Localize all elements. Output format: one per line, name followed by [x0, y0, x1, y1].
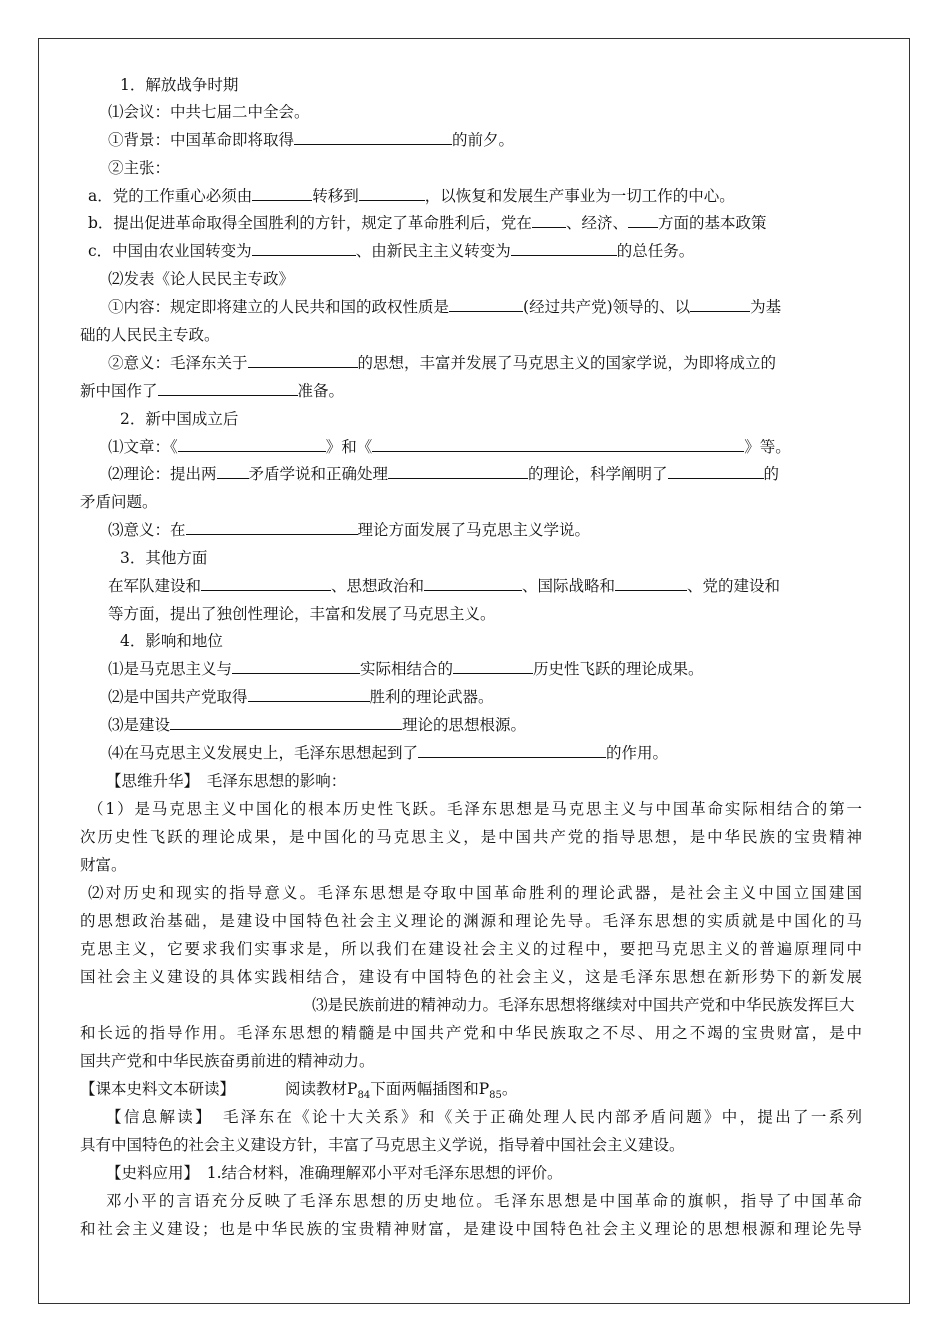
line-proposal-a: a．党的工作重心必须由 转移到 ，以恢复和发展生产事业为一切工作的中心。 — [88, 187, 735, 205]
blank[interactable] — [186, 519, 358, 535]
blank[interactable] — [170, 714, 402, 730]
line-proposal: ②主张： — [108, 159, 171, 177]
line-influence-3: ⑶是建设 理论的思想根源。 — [108, 716, 527, 734]
blank[interactable] — [217, 463, 249, 479]
line-background: ①背景：中国革命即将取得 的前夕。 — [108, 131, 515, 149]
line-influence-4: ⑷在马克思主义发展史上，毛泽东思想起到了 的作用。 — [108, 744, 669, 762]
para-line: 次历史性飞跃的理论成果，是中国化的马克思主义，是中国共产党的指导思想，是中华民族的宝贵精神 — [80, 828, 864, 846]
line-proposal-c: c．中国由农业国转变为 、由新民主主义转变为 的总任务。 — [88, 242, 695, 260]
line-significance-cont: 新中国作了 准备。 — [80, 382, 345, 400]
blank[interactable] — [690, 296, 750, 312]
blank[interactable] — [178, 436, 326, 452]
section-textbook-reading: 【课本史料文本研读】 阅读教材$P_{84}$下面两幅插图和$P_{85}$。 — [80, 1080, 518, 1102]
section-material-application: 【史料应用】 1.结合材料，准确理解邓小平对毛泽东思想的评价。 — [106, 1164, 563, 1182]
section-info-interpretation: 【信息解读】 毛泽东在《论十大关系》和《关于正确处理人民内部矛盾问题》中，提出了一系列 — [106, 1108, 865, 1126]
para-line: 国共产党和中华民族奋勇前进的精神动力。 — [80, 1052, 375, 1070]
line-other-cont: 等方面，提出了独创性理论，丰富和发展了马克思主义。 — [108, 605, 496, 623]
blank[interactable] — [248, 352, 358, 368]
line-other: 在军队建设和 、思想政治和 、国际战略和 、党的建设和 — [108, 577, 781, 595]
blank[interactable] — [158, 380, 298, 396]
line-content-cont: 础的人民民主专政。 — [80, 326, 220, 344]
blank[interactable] — [372, 436, 744, 452]
blank[interactable] — [453, 658, 533, 674]
line-theory-significance: ⑶意义：在 理论方面发展了马克思主义学说。 — [108, 521, 591, 539]
line-influence-2: ⑵是中国共产党取得 胜利的理论武器。 — [108, 688, 494, 706]
blank[interactable] — [628, 212, 658, 228]
blank[interactable] — [248, 686, 370, 702]
blank[interactable] — [532, 212, 566, 228]
heading-liberation-war: 1．解放战争时期 — [120, 76, 239, 94]
line-articles: ⑴文章：《 》和《 》等。 — [108, 438, 791, 456]
para-line: 邓小平的言语充分反映了毛泽东思想的历史地位。毛泽东思想是中国革命的旗帜，指导了中国革命 — [106, 1192, 865, 1210]
blank[interactable] — [668, 463, 764, 479]
blank[interactable] — [252, 240, 356, 256]
para-line: 克思主义，它要求我们实事求是，所以我们在建设社会主义的过程中，要把马克思主义的普遍原理同中 — [80, 940, 864, 958]
line-theory-cont: 矛盾问题。 — [80, 493, 158, 511]
blank[interactable] — [449, 296, 523, 312]
line-content: ①内容：规定即将建立的人民共和国的政权性质是 (经过共产党)领导的、以 为基 — [108, 298, 782, 316]
section-sublimation: 【思维升华】 毛泽东思想的影响： — [106, 772, 347, 790]
blank[interactable] — [418, 742, 606, 758]
blank[interactable] — [511, 240, 617, 256]
blank[interactable] — [201, 575, 331, 591]
heading-after-founding: 2．新中国成立后 — [120, 410, 239, 428]
line-theory: ⑵理论：提出两 矛盾学说和正确处理 的理论，科学阐明了 的 — [108, 465, 780, 483]
blank[interactable] — [615, 575, 687, 591]
blank[interactable] — [359, 185, 425, 201]
para-line: 财富。 — [80, 856, 127, 874]
blank[interactable] — [252, 185, 312, 201]
line-influence-1: ⑴是马克思主义与 实际相结合的 历史性飞跃的理论成果。 — [108, 660, 704, 678]
blank[interactable] — [294, 129, 452, 145]
para-line: 具有中国特色的社会主义建设方针，丰富了马克思主义学说，指导着中国社会主义建设。 — [80, 1136, 685, 1154]
blank[interactable] — [388, 463, 528, 479]
heading-influence: 4．影响和地位 — [120, 632, 223, 650]
para-line: 和社会主义建设；也是中华民族的宝贵精神财富，是建设中国特色社会主义理论的思想根源和理论先导 — [80, 1220, 864, 1238]
line-proposal-b: b．提出促进革命取得全国胜利的方针，规定了革命胜利后，党在 、经济、 方面的基本政策 — [88, 214, 767, 232]
line-significance: ②意义：毛泽东关于 的思想，丰富并发展了马克思主义的国家学说，为即将成立的 — [108, 354, 777, 372]
line-publication: ⑵发表《论人民民主专政》 — [108, 270, 295, 288]
blank[interactable] — [424, 575, 522, 591]
para-line: 国社会主义建设的具体实践相结合，建设有中国特色的社会主义，这是毛泽东思想在新形势下的新发展 — [80, 968, 864, 986]
para-line: 的思想政治基础，是建设中国特色社会主义理论的渊源和理论先导。毛泽东思想的实质就是中国化的马 — [80, 912, 864, 930]
line-meeting: ⑴会议：中共七届二中全会。 — [108, 103, 310, 121]
blank[interactable] — [232, 658, 360, 674]
para-line: ⑵对历史和现实的指导意义。毛泽东思想是夺取中国革命胜利的理论武器，是社会主义中国立国建国 — [88, 884, 865, 902]
para-line: 和长远的指导作用。毛泽东思想的精髓是中国共产党和中华民族取之不尽、用之不竭的宝贵财富，是中 — [80, 1024, 864, 1042]
para-line: （1）是马克思主义中国化的根本历史性飞跃。毛泽东思想是马克思主义与中国革命实际相结合的第一 — [88, 800, 864, 818]
heading-other-aspects: 3．其他方面 — [120, 549, 208, 567]
para-line: ⑶是民族前进的精神动力。毛泽东思想将继续对中国共产党和中华民族发挥巨大 — [312, 996, 855, 1014]
